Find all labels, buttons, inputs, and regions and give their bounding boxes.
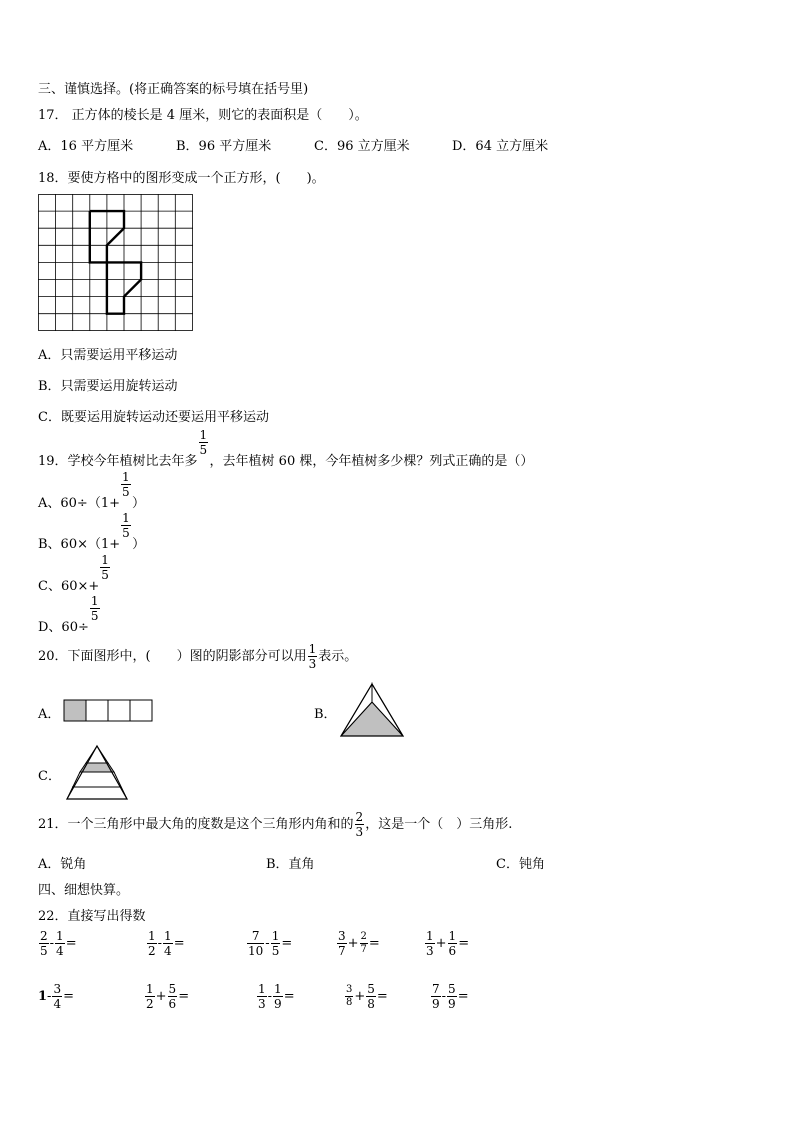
- q17-option-c: C．96 立方厘米: [314, 139, 410, 154]
- q21-option-c: C．钝角: [496, 857, 545, 872]
- q18-option-b: B．只需要运用旋转运动: [38, 379, 178, 394]
- q20-figure-a: [63, 699, 155, 723]
- calc-item: $\frac{3}{8}$ + $\frac{5}{8}$ =: [346, 982, 388, 1011]
- q19-option-a: A、60÷（1+ $\frac{1}{5}$ ）: [38, 470, 146, 511]
- calc-item: $\frac{3}{7}$ + $\frac{2}{7}$ =: [338, 929, 380, 958]
- q20-label-b: B．: [314, 707, 337, 722]
- q22-stem: 22．直接写出得数: [38, 909, 146, 924]
- q21-stem: 21．一个三角形中最大角的度数是这个三角形内角和的 $\frac{2}{3}$ ，这是一个（ ）三角形.: [38, 810, 513, 839]
- q18-option-c: C．既要运用旋转运动还要运用平移运动: [38, 410, 269, 425]
- q20-stem: 20．下面图形中，( ）图的阴影部分可以用 $\frac{1}{3}$ 表示。: [38, 642, 358, 671]
- section-4-title: 四、细想快算。: [38, 883, 130, 898]
- calc-item: $\frac{7}{10}$ - $\frac{1}{5}$ =: [248, 929, 293, 958]
- q17-option-a: A．16 平方厘米: [38, 139, 134, 154]
- q17-stem: 17． 正方体的棱长是 4 厘米，则它的表面积是（ ）。: [38, 108, 368, 123]
- calc-item: 1- $\frac{3}{4}$ =: [38, 982, 74, 1011]
- calc-item: $\frac{2}{5}$ - $\frac{1}{4}$ =: [40, 929, 77, 958]
- calc-item: $\frac{1}{2}$ - $\frac{1}{4}$ =: [148, 929, 185, 958]
- q21-option-b: B．直角: [266, 857, 315, 872]
- q17-option-d: D．64 立方厘米: [452, 139, 549, 154]
- grid-shape-outline: [90, 211, 141, 314]
- q20-figure-c: [64, 744, 130, 802]
- calc-item: $\frac{1}{3}$ + $\frac{1}{6}$ =: [426, 929, 470, 958]
- q18-stem: 18．要使方格中的图形变成一个正方形，( )。: [38, 171, 325, 186]
- q17-option-b: B．96 平方厘米: [176, 139, 272, 154]
- q20-label-c: C．: [38, 769, 61, 784]
- q20-figure-b: [339, 682, 405, 738]
- section-3-title: 三、谨慎选择。(将正确答案的标号填在括号里): [38, 82, 309, 97]
- calc-item: $\frac{1}{3}$ - $\frac{1}{9}$ =: [258, 982, 295, 1011]
- q21-option-a: A．锐角: [38, 857, 87, 872]
- q19-stem: 19．学校今年植树比去年多 $\frac{1}{5}$ ，去年植树 60 棵，今年植树多少棵？列式正确的是（）: [38, 428, 534, 469]
- grid-figure: [38, 194, 194, 332]
- calc-item: $\frac{7}{9}$ - $\frac{5}{9}$ =: [432, 982, 469, 1011]
- q18-option-a: A．只需要运用平移运动: [38, 348, 178, 363]
- q19-option-d: D、60÷ $\frac{1}{5}$: [38, 594, 99, 635]
- calc-item: $\frac{1}{2}$ + $\frac{5}{6}$ =: [146, 982, 190, 1011]
- q19-option-b: B、60×（1+ $\frac{1}{5}$ ）: [38, 511, 146, 552]
- q19-option-c: C、60×+ $\frac{1}{5}$: [38, 553, 109, 594]
- q20-label-a: A．: [38, 707, 61, 722]
